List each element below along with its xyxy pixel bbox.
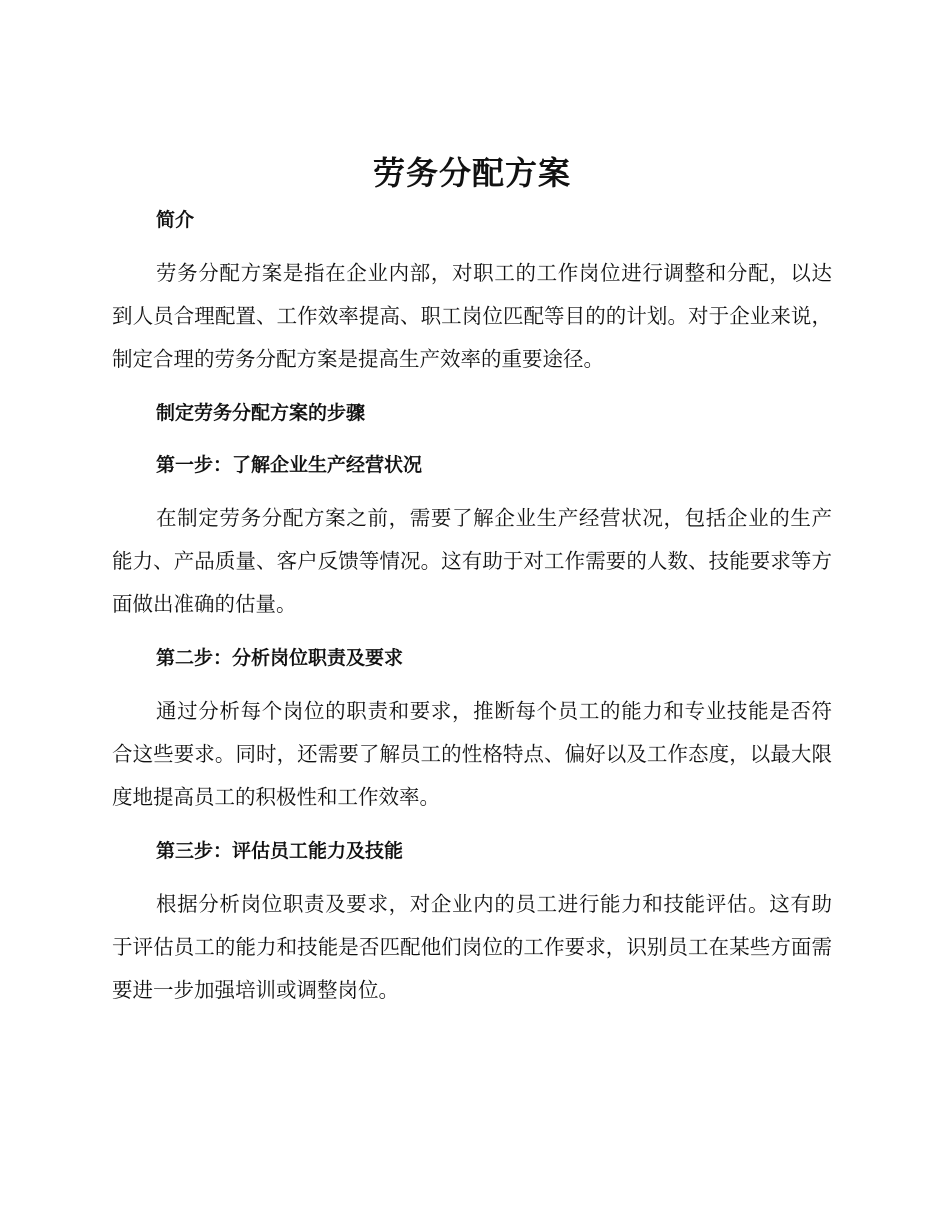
step2-heading: 第二步：分析岗位职责及要求 bbox=[156, 647, 404, 669]
intro-heading: 简介 bbox=[156, 209, 195, 231]
intro-paragraph: 劳务分配方案是指在企业内部，对职工的工作岗位进行调整和分配，以达到人员合理配置、工作效率提高、职工岗位匹配等目的的计划。对于企业来说，制定合理的劳务分配方案是提高生产效率的重要途径。 bbox=[112, 261, 832, 371]
step3-paragraph: 根据分析岗位职责及要求，对企业内的员工进行能力和技能评估。这有助于评估员工的能力和技能是否匹配他们岗位的工作要求，识别员工在某些方面需要进一步加强培训或调整岗位。 bbox=[112, 892, 832, 1002]
document-content bbox=[112, 150, 832, 1012]
step2-paragraph: 通过分析每个岗位的职责和要求，推断每个员工的能力和专业技能是否符合这些要求。同时，还需要了解员工的性格特点、偏好以及工作态度，以最大限度地提高员工的积极性和工作效率。 bbox=[112, 699, 832, 809]
document-title: 劳务分配方案 bbox=[372, 154, 571, 192]
step3-heading: 第三步：评估员工能力及技能 bbox=[156, 840, 404, 862]
steps-heading: 制定劳务分配方案的步骤 bbox=[156, 402, 366, 424]
step1-paragraph: 在制定劳务分配方案之前，需要了解企业生产经营状况，包括企业的生产能力、产品质量、客户反馈等情况。这有助于对工作需要的人数、技能要求等方面做出准确的估量。 bbox=[112, 506, 832, 616]
step1-heading: 第一步：了解企业生产经营状况 bbox=[156, 454, 423, 476]
